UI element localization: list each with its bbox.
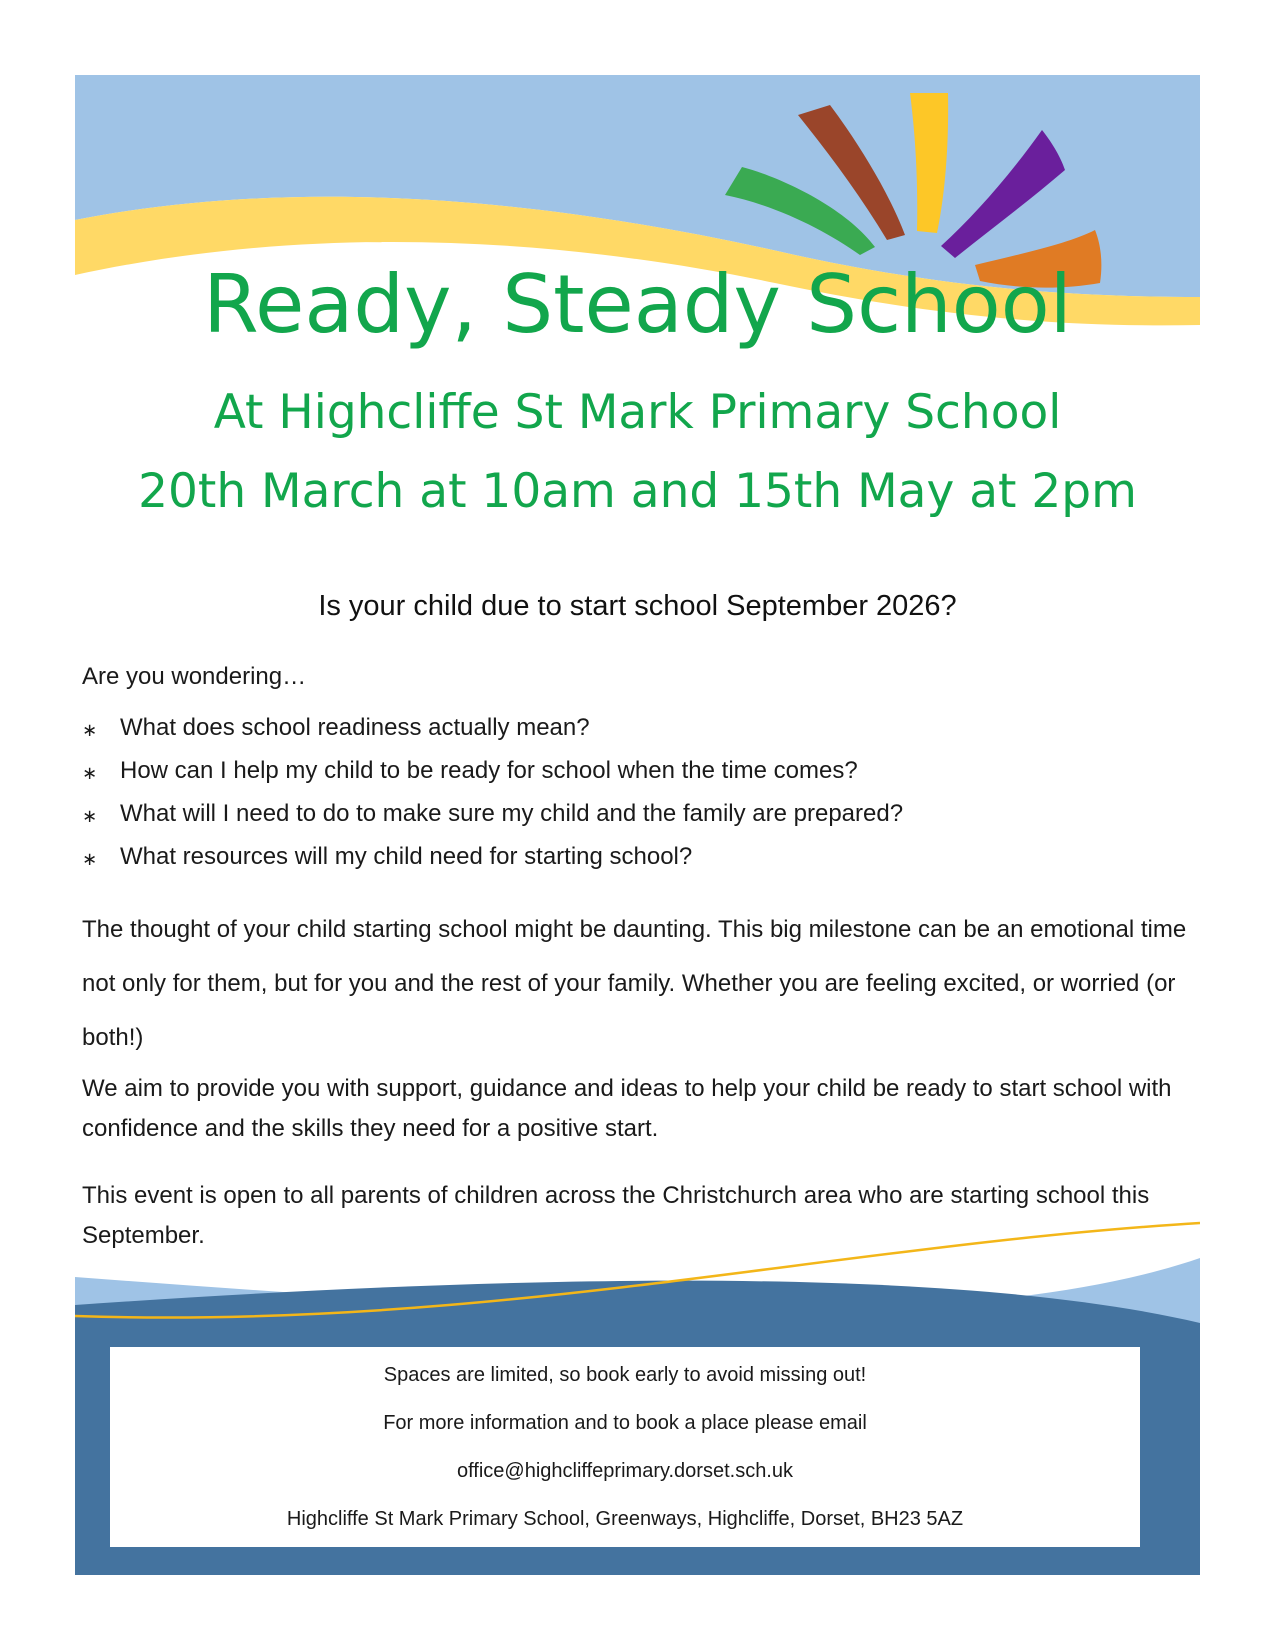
event-dates: 20th March at 10am and 15th May at 2pm [138,464,1137,519]
list-item-text: What will I need to do to make sure my child and the family are prepared? [120,800,904,827]
list-item-text: What resources will my child need for starting school? [120,843,693,870]
booking-info-box [110,1347,1140,1547]
list-item [82,799,1222,842]
event-venue: At Highcliffe St Mark Primary School [213,385,1062,440]
paragraph-milestone: The thought of your child starting school might be daunting. This big milestone can be an emotional time not only for them, but for you and the rest of your family. Whether you are feeling excited, or worried (or both!) [82,916,1187,1051]
asterisk-bullet-icon: ∗ [82,720,98,740]
question-list [82,713,1222,885]
list-item [82,756,1222,799]
paragraph-eligibility: This event is open to all parents of children across the Christchurch area who are starting school this September. [82,1182,1150,1249]
paragraph-aim: We aim to provide you with support, guidance and ideas to help your child be ready to start school with confidence and the skills they need for a positive start. [82,1075,1172,1142]
spaces-limited-note: Spaces are limited, so book early to avoid missing out! [383,1364,867,1386]
intro-text: Are you wondering… [82,663,307,690]
asterisk-bullet-icon: ∗ [82,763,98,783]
list-item-text: How can I help my child to be ready for school when the time comes? [120,757,858,784]
asterisk-bullet-icon: ∗ [82,849,98,869]
booking-instructions: For more information and to book a place please email [383,1412,867,1434]
school-address: Highcliffe St Mark Primary School, Greenways, Highcliffe, Dorset, BH23 5AZ [286,1508,964,1530]
list-item [82,842,1222,885]
list-item [82,713,1222,756]
asterisk-bullet-icon: ∗ [82,806,98,826]
contact-email[interactable]: office@highcliffeprimary.dorset.sch.uk [456,1460,793,1482]
list-item-text: What does school readiness actually mean? [120,714,590,741]
lead-question: Is your child due to start school September 2026? [318,590,957,622]
event-title: Ready, Steady School [203,258,1072,351]
